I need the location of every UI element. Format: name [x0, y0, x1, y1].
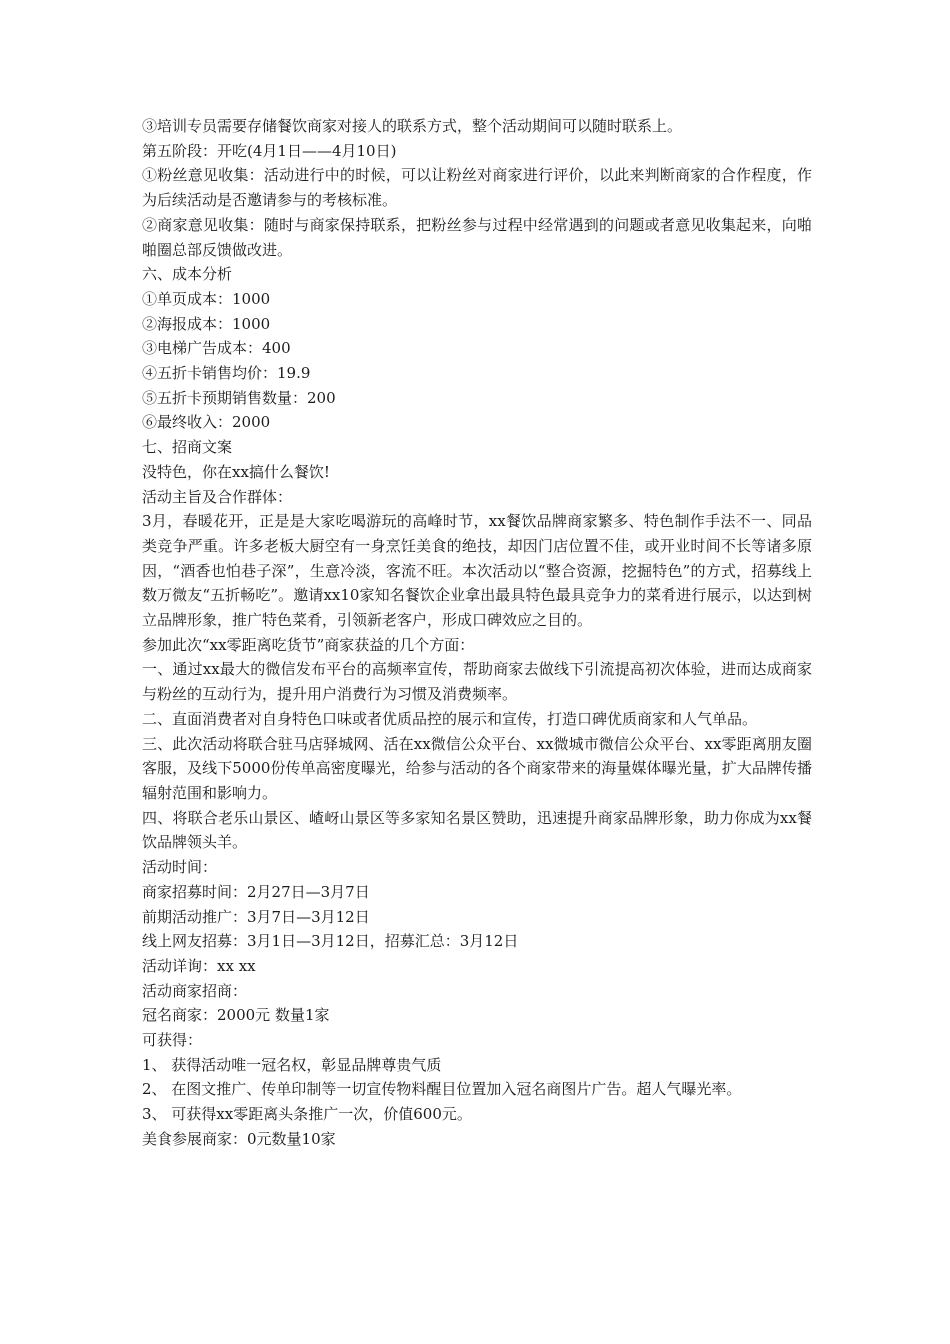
text-paragraph: 3月，春暖花开，正是是大家吃喝游玩的高峰时节，xx餐饮品牌商家繁多、特色制作手法不一、同品类竞争严重。许多老板大厨空有一身烹饪美食的绝技，却因门店位置不佳，或开业时间不长等诸多原因，“酒香也怕巷子深”，生意冷淡，客流不旺。本次活动以“整合资源，挖掘特色”的方式，招募线上数万微友“五折畅吃”。邀请xx10家知名餐饮企业拿出最具特色最具竞争力的菜肴进行展示，以达到树立品牌形象，推广特色菜肴，引领新老客户，形成口碑效应之目的。 — [142, 512, 812, 630]
text-line: 活动商家招商： — [142, 981, 248, 1000]
list-item: 前期活动推广：3月7日—3月12日 — [142, 907, 370, 926]
section-heading: 第五阶段：开吃(4月1日——4月10日) — [142, 141, 397, 160]
list-item: ④五折卡销售均价：19.9 — [142, 364, 311, 383]
list-item: ③电梯广告成本：400 — [142, 339, 291, 358]
section-heading: 六、成本分析 — [142, 265, 233, 284]
section-heading: 七、招商文案 — [142, 438, 233, 457]
list-item: ⑤五折卡预期销售数量：200 — [142, 388, 336, 407]
text-paragraph: 二、直面消费者对自身特色口味或者优质品控的展示和宣传，打造口碑优质商家和人气单品。 — [142, 709, 758, 728]
text-line: 活动详询：xx xx — [142, 956, 256, 975]
text-paragraph: ①粉丝意见收集：活动进行中的时候，可以让粉丝对商家进行评价，以此来判断商家的合作程度，作为后续活动是否邀请参与的考核标准。 — [142, 166, 812, 210]
list-item: ⑥最终收入：2000 — [142, 413, 271, 432]
list-item: ②海报成本：1000 — [142, 314, 271, 333]
text-paragraph: ②商家意见收集：随时与商家保持联系，把粉丝参与过程中经常遇到的问题或者意见收集起来，向啪啪圈总部反馈做改进。 — [142, 215, 812, 259]
text-line: 参加此次“xx零距离吃货节”商家获益的几个方面： — [142, 635, 475, 654]
text-line: ③培训专员需要存储餐饮商家对接人的联系方式，整个活动期间可以随时联系上。 — [142, 117, 683, 135]
list-item: 线上网友招募：3月1日—3月12日，招募汇总：3月12日 — [142, 932, 519, 951]
text-line: 没特色，你在xx搞什么餐饮! — [142, 462, 330, 481]
list-item: 3、 可获得xx零距离头条推广一次，价值600元。 — [142, 1105, 472, 1124]
list-item: 1、 获得活动唯一冠名权，彰显品牌尊贵气质 — [142, 1055, 442, 1074]
list-item: 冠名商家：2000元 数量1家 — [142, 1006, 330, 1025]
text-paragraph: 一、通过xx最大的微信发布平台的高频率宣传，帮助商家去做线下引流提高初次体验，进而达成商家与粉丝的互动行为，提升用户消费行为习惯及消费频率。 — [142, 660, 812, 704]
text-line: 活动时间： — [142, 858, 218, 877]
text-paragraph: 四、将联合老乐山景区、嵖岈山景区等多家知名景区赞助，迅速提升商家品牌形象，助力你成为xx餐饮品牌领头羊。 — [142, 808, 812, 852]
list-item: 商家招募时间：2月27日—3月7日 — [142, 882, 370, 901]
list-item: 2、 在图文推广、传单印制等一切宣传物料醒目位置加入冠名商图片广告。超人气曝光率。 — [142, 1080, 742, 1099]
text-line: 活动主旨及合作群体： — [142, 487, 293, 506]
text-paragraph: 三、此次活动将联合驻马店驿城网、活在xx微信公众平台、xx微城市微信公众平台、xx零距离朋友圈客服，及线下5000份传单高密度曝光，给参与活动的各个商家带来的海量媒体曝光量，扩大品牌传播辐射范围和影响力。 — [142, 734, 812, 802]
list-item: ①单页成本：1000 — [142, 289, 271, 308]
document-body — [142, 114, 812, 1152]
list-item: 美食参展商家：0元数量10家 — [142, 1129, 336, 1148]
text-line: 可获得： — [142, 1031, 203, 1050]
